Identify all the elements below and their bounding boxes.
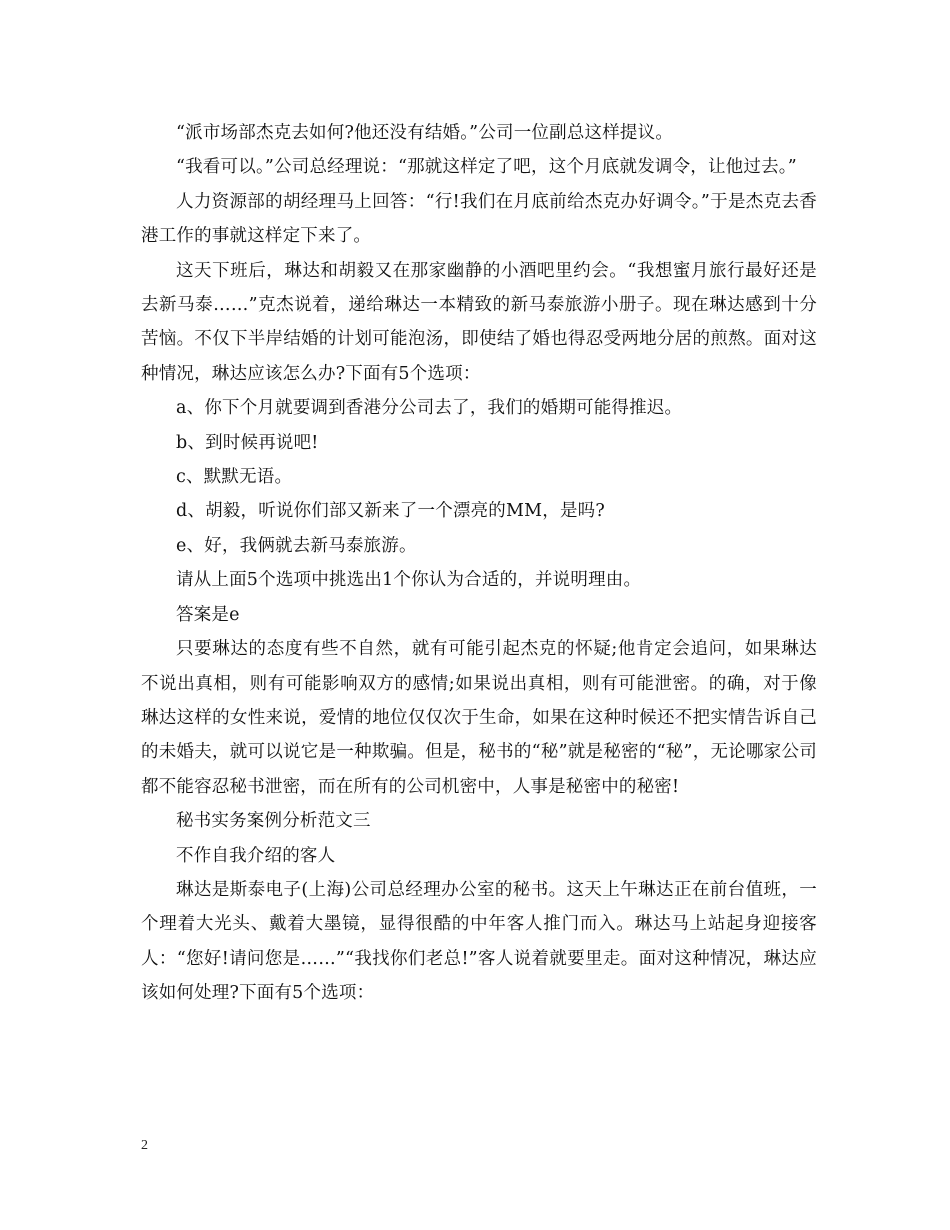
page-number: 2: [141, 1138, 148, 1153]
option-c: c、默默无语。: [176, 467, 293, 488]
answer-line: 答案是e: [176, 604, 240, 625]
question-instruction: 请从上面5个选项中挑选出1个你认为合适的，并说明理由。: [176, 570, 642, 591]
option-e: e、好，我俩就去新马泰旅游。: [176, 535, 417, 556]
document-body: [141, 116, 817, 1011]
paragraph-hr-answer: 人力资源部的胡经理马上回答：“行!我们在月底前给杰克办好调令。”于是杰克去香港工作的事就这样定下来了。: [141, 191, 817, 247]
section-heading: 秘书实务案例分析范文三: [176, 811, 371, 832]
option-d: d、胡毅，听说你们部又新来了一个漂亮的MM，是吗?: [176, 501, 605, 522]
answer-explanation: 只要琳达的态度有些不自然，就有可能引起杰克的怀疑;他肯定会追问，如果琳达不说出真相，则有可能影响双方的感情;如果说出真相，则有可能泄密。的确，对于像琳达这样的女性来说，爱情的地位仅仅次于生命，如果在这种时候还不把实情告诉自己的未婚夫，就可以说它是一种欺骗。但是，秘书的“秘”就是秘密的“秘”，无论哪家公司都不能容忍秘书泄密，而在所有的公司机密中，人事是秘密中的秘密!: [141, 639, 817, 797]
paragraph-manager-reply: “我看可以。”公司总经理说：“那就这样定了吧，这个月底就发调令，让他过去。”: [176, 157, 797, 178]
paragraph-visitor-scene: 琳达是斯泰电子(上海)公司总经理办公室的秘书。这天上午琳达正在前台值班，一个理着大光头、戴着大墨镜，显得很酷的中年客人推门而入。琳达马上站起身迎接客人：“您好!请问您是……”“我找你们老总!”客人说着就要里走。面对这种情况，琳达应该如何处理?下面有5个选项：: [141, 879, 817, 1004]
option-a: a、你下个月就要调到香港分公司去了，我们的婚期可能得推迟。: [176, 398, 683, 419]
paragraph-date-scene: 这天下班后，琳达和胡毅又在那家幽静的小酒吧里约会。“我想蜜月旅行最好还是去新马泰……”克杰说着，递给琳达一本精致的新马泰旅游小册子。现在琳达感到十分苦恼。不仅下半岸结婚的计划可能泡汤，即使结了婚也得忍受两地分居的煎熬。面对这种情况，琳达应该怎么办?下面有5个选项：: [141, 260, 817, 384]
case-title: 不作自我介绍的客人: [176, 845, 336, 866]
paragraph-proposal: “派市场部杰克去如何?他还没有结婚。”公司一位副总这样提议。: [176, 123, 674, 143]
option-b: b、到时候再说吧!: [176, 432, 319, 453]
